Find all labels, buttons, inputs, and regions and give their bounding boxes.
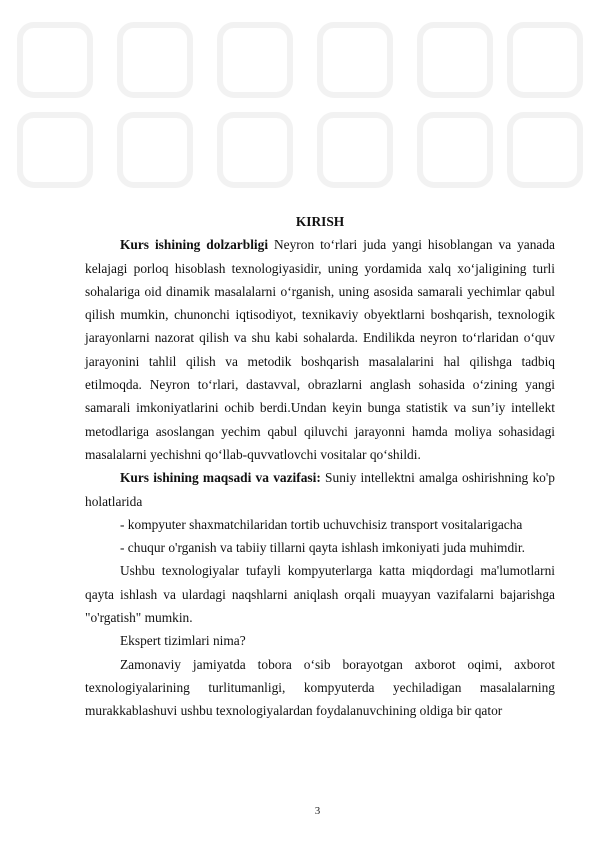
page-title: KIRISH [295, 214, 345, 229]
document-page [85, 210, 555, 723]
page-number: 3 [314, 805, 321, 817]
bullet-line: - kompyuter shaxmatchilaridan tortib uchuvchisiz transport vositalarigacha [120, 516, 523, 532]
paragraph-body: Zamonaviy jamiyatda tobora o‘sib borayotgan axborot oqimi, axborot texnologiyalarining turlitumanligi, kompyuterda yechiladigan masalalarning murakkablashuvi ushbu texnologiyalardan foydalanuvchining oldiga bir qator [85, 656, 555, 719]
paragraph-text: Suniy intellektni amalga oshirishning ko'p holatlarida [85, 470, 555, 509]
paragraph-body: Ushbu texnologiyalar tufayli kompyuterlarga katta miqdordagi ma'lumotlarni qayta ishlash va ulardagi naqshlarni aniqlash orqali muayyan vazifalarni bajarishga "o'rgatish" mumkin. [85, 563, 555, 626]
question-line: Ekspert tizimlari nima? [120, 633, 246, 649]
paragraph-relevance [85, 233, 555, 466]
paragraph-lead: Kurs ishining maqsadi va vazifasi: [120, 470, 321, 486]
paragraph-lead: Kurs ishining dolzarbligi [120, 237, 269, 253]
paragraph-goal [85, 466, 555, 513]
bullet-line: - chuqur o'rganish va tabiiy tillarni qayta ishlash imkoniyati juda muhimdir. [120, 540, 525, 556]
paragraph-text: Neyron to‘rlari juda yangi hisoblangan va yanada kelajagi porloq hisoblash texnologiyasidir, uning yordamida xalq xo‘jaligining turli sohalariga oid dinamik masalalarni o‘rganish, uning asosida samarali yechimlar qabul qilish mumkin, chunonchi iqtisodiyot, texnikaviy obyektlarni boshqarish, texnologik jarayonlarni nazorat qilish va shu kabi sohalarda. Endilikda neyron to‘rlaridan o‘quv jarayonini tahlil qilish va metodik boshqarish masalalarini hal qilishga tadbiq etilmoqda. Neyron to‘rlari, dastavval, obrazlarni anglash sohasida o‘zining yangi samarali imkoniyatlarini ochib berdi.Undan keyin bunga statistik va sun’iy intellekt metodlariga asoslangan yechim qabul qiluvchi jarayonni hamda moliya sohasidagi masalalarni yechishni qo‘llab-quvvatlovchi vositalar qo‘shildi. [85, 237, 555, 462]
